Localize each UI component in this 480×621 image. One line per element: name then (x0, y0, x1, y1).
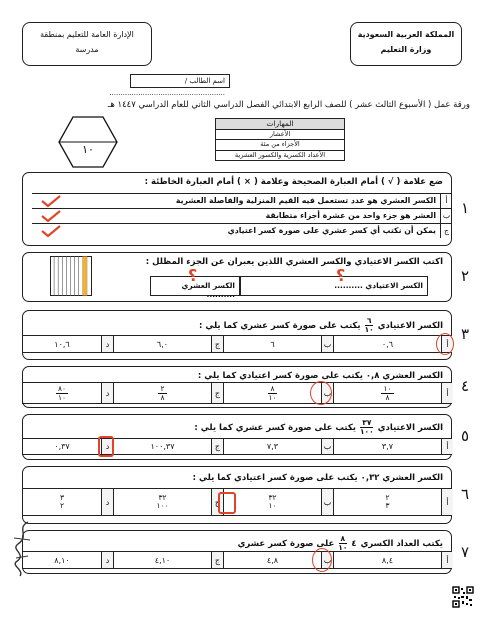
header-directorate: الإدارة العامة للتعليم بمنطقة (40, 30, 134, 39)
answer-circle-mark (312, 548, 332, 572)
numerator: ٢ (385, 493, 390, 502)
option-value[interactable]: ٦,٠ (113, 336, 211, 352)
question-number: ٥ (460, 427, 469, 445)
question-text (199, 317, 443, 334)
question-number: ٣ (460, 325, 469, 343)
checkmark-icon (40, 194, 62, 208)
score-value: ١٠ (82, 143, 94, 156)
denominator: ١٠ (338, 543, 348, 552)
option-value[interactable]: ٨,١٠ (54, 555, 70, 565)
option-label[interactable]: د (101, 439, 113, 454)
numerator: ٨ (340, 534, 346, 543)
question-text (194, 419, 443, 436)
item-text: الكسر العشري هو عدد تستعمل فيه القيم المنزلية والفاصلة العشرية (175, 196, 436, 205)
denominator: ١٠ (57, 392, 67, 402)
header-ministry (350, 22, 462, 66)
checkmark-icon (40, 224, 62, 238)
answer-box-mark (98, 436, 114, 457)
options-row (22, 438, 452, 455)
question-number: ٢ (460, 267, 469, 285)
option-label[interactable]: ج (211, 336, 223, 352)
question-text-a: الكسر الاعتيادي (377, 320, 443, 331)
denominator: ١٠٠ (359, 427, 374, 436)
option-label[interactable]: د (101, 489, 113, 515)
denominator: ١٠ (268, 392, 277, 402)
option-label[interactable]: ب (321, 383, 333, 403)
numerator: ٢ (160, 383, 165, 393)
denominator: ١٠٠ (156, 501, 169, 510)
question-text-b: يكتب على صورة كسر عشري كما يلي : (199, 320, 361, 331)
header-ministry-name: وزارة التعليم (380, 45, 432, 54)
ordinary-handwritten-mark: ؟ (336, 266, 346, 285)
option-value[interactable] (223, 489, 321, 515)
option-label[interactable]: ج (211, 383, 223, 403)
item-label: ج (440, 224, 452, 238)
option-value[interactable] (113, 489, 211, 515)
option-value[interactable]: ٤,٨ (223, 552, 321, 568)
student-name-field[interactable]: اسم الطالب / .................................................... (130, 74, 230, 88)
option-label[interactable]: أ (441, 489, 453, 515)
answer-circle-mark (310, 381, 332, 405)
option-label[interactable]: ج (211, 439, 223, 454)
option-label[interactable]: ب (321, 439, 333, 454)
option-value[interactable]: ١٠٠,٣٧ (113, 439, 211, 454)
option-label[interactable]: ب (321, 552, 333, 568)
fraction (365, 317, 374, 334)
option-value[interactable]: ١٠,٦ (54, 339, 70, 349)
option-value[interactable] (223, 383, 321, 403)
item-label: ب (440, 209, 452, 223)
question-text (238, 535, 443, 552)
numerator: ٦ (366, 316, 372, 325)
option-label[interactable]: د (101, 336, 113, 352)
question-number: ١ (460, 199, 469, 217)
option-value[interactable]: ٦ (223, 336, 321, 352)
fraction (338, 535, 347, 552)
option-label[interactable]: أ (441, 552, 453, 568)
option-value[interactable] (113, 383, 211, 403)
item-text: العشر هو جزء واحد من عشرة أجزاء متطابقة (265, 211, 436, 220)
question-text: الكسر العشري ٠,٣٢ يكتب على صورة كسر اعتيادي كما يلي : (192, 473, 443, 483)
denominator: ٨ (385, 392, 390, 402)
option-value[interactable]: ٠,٦ (333, 336, 441, 352)
answer-box-mark (218, 492, 236, 514)
numerator: ٣ (59, 493, 65, 502)
option-label[interactable]: أ (441, 383, 453, 403)
numerator: ٣٢ (158, 493, 167, 502)
question-text: ضع علامة ( √ ) أمام العبارة الصحيحة وعلامة ( × ) أمام العبارة الخاطئة : (144, 177, 443, 187)
denominator: ٣ (385, 501, 390, 510)
numerator: ٨٠ (57, 383, 67, 393)
item-label: أ (440, 194, 452, 208)
option-value[interactable]: ٨,٤ (333, 552, 441, 568)
header-country: المملكة العربية السعودية (357, 30, 455, 39)
option-label[interactable]: ب (321, 336, 333, 352)
question-text-b: على صورة كسر عشري (237, 538, 335, 549)
option-value[interactable] (23, 489, 101, 515)
option-label[interactable]: د (101, 552, 113, 568)
denominator: ١٠ (364, 325, 374, 334)
page-title: ورقة عمل ( الأسبوع الثالث عشر ) للصف الرابع الابتدائي الفصل الدراسي الثاني للعام الدراسي ١٤٤٧ هـ (107, 100, 470, 110)
skill-item: الأعشار (216, 130, 344, 141)
options-row (22, 551, 452, 569)
numerator: ١٠ (383, 383, 392, 393)
question-text-a: الكسر الاعتيادي (377, 422, 443, 433)
option-label[interactable]: ب (321, 489, 333, 515)
option-label[interactable]: أ (441, 336, 453, 352)
checkmark-icon (40, 209, 62, 223)
decimal-handwritten-mark: ؟ (188, 266, 198, 285)
option-label[interactable]: ج (211, 489, 223, 515)
decimal-fraction-label: الكسر العشري .......... (181, 281, 235, 299)
denominator: ٨ (160, 392, 165, 402)
option-value[interactable]: ٤,١٠ (113, 552, 211, 568)
signature-icon (8, 518, 36, 580)
option-value[interactable] (23, 383, 101, 403)
options-row (22, 335, 452, 353)
numerator: ٣٧ (362, 418, 372, 427)
skill-item: الأجزاء من مئة (216, 140, 344, 151)
skills-table (215, 118, 345, 161)
options-row (22, 382, 452, 404)
fraction (360, 419, 374, 436)
option-value[interactable]: ٠,٣٧ (54, 442, 70, 451)
option-value[interactable] (333, 383, 441, 403)
tf-item (32, 208, 452, 223)
skills-heading: المهارات (216, 119, 344, 130)
option-value[interactable] (333, 489, 441, 515)
option-value[interactable]: ٧,٣ (223, 439, 321, 454)
options-row (22, 488, 452, 516)
question-number: ٧ (460, 543, 469, 561)
answer-boxes (240, 276, 428, 296)
item-text: يمكن أن نكتب أي كسر عشري على صورة كسر اعتيادي (227, 226, 436, 235)
tf-item (32, 193, 452, 208)
answer-circle-mark (436, 333, 454, 355)
denominator: ١٠ (268, 501, 277, 510)
qr-code-icon (452, 586, 474, 608)
tf-item (32, 223, 452, 238)
header-school (22, 22, 152, 66)
numerator: ٨ (270, 383, 275, 393)
skill-item: الأعداد الكسرية والكسور العشرية (234, 150, 326, 159)
score-hexagon (58, 116, 118, 168)
denominator: ٢ (59, 501, 65, 510)
question-text-a: يكتب العداد الكسري (360, 538, 443, 549)
numerator: ٣٢ (268, 493, 277, 502)
ordinary-fraction-label: الكسر الاعتيادي .......... (334, 281, 423, 290)
question-text-b: يكتب على صورة كسر عشري كما يلي : (194, 422, 356, 433)
shaded-grid-model (50, 256, 92, 296)
header-school-name: مدرسة (75, 45, 99, 54)
option-label[interactable]: د (101, 383, 113, 403)
option-label[interactable]: ج (211, 552, 223, 568)
question-text: اكتب الكسر الاعتيادي والكسر العشري اللذين يعبران عن الجزء المظلل : (145, 257, 443, 267)
mixed-whole: ٤ (351, 538, 357, 549)
option-value[interactable]: ٣,٧ (333, 439, 441, 454)
question-text: الكسر العشري ٠,٨ يكتب على صورة كسر اعتيادي كما يلي : (197, 371, 443, 381)
option-label[interactable]: أ (441, 439, 453, 454)
question-number: ٦ (460, 485, 469, 503)
question-number: ٤ (460, 377, 469, 395)
